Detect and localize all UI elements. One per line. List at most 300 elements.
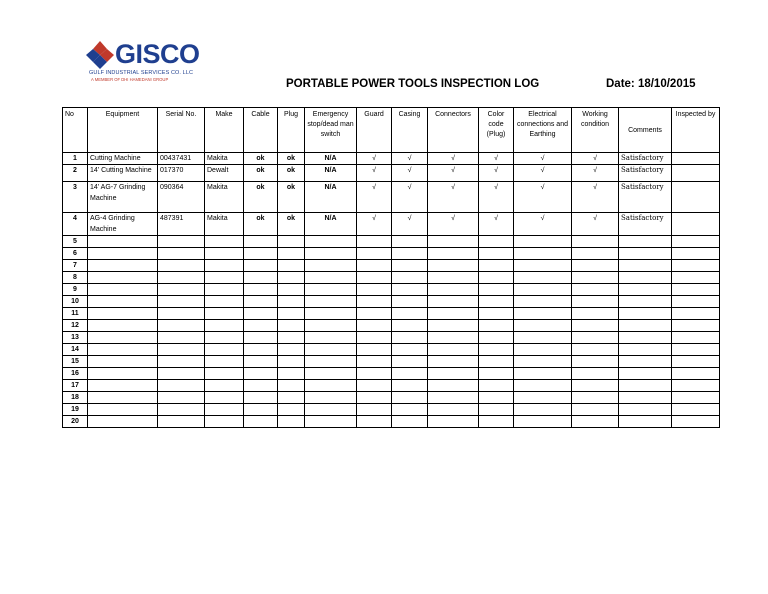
cell-comments[interactable] — [619, 248, 672, 260]
cell-emergency[interactable] — [305, 284, 357, 296]
cell-plug[interactable] — [278, 272, 305, 284]
cell-no: 8 — [63, 272, 88, 284]
cell-inspected[interactable] — [672, 368, 720, 380]
cell-cable[interactable] — [244, 392, 278, 404]
cell-casing[interactable] — [392, 308, 428, 320]
cell-inspected[interactable] — [672, 332, 720, 344]
table-row — [63, 248, 720, 260]
cell-casing[interactable] — [392, 344, 428, 356]
cell-guard[interactable] — [357, 356, 392, 368]
cell-color[interactable] — [479, 380, 514, 392]
cell-emergency: N/A — [305, 153, 357, 165]
cell-serial[interactable] — [158, 404, 205, 416]
cell-comments: Satisfactory — [619, 165, 672, 182]
cell-plug[interactable] — [278, 356, 305, 368]
cell-comments[interactable] — [619, 332, 672, 344]
cell-no: 20 — [63, 416, 88, 428]
cell-color[interactable] — [479, 320, 514, 332]
table-row — [63, 320, 720, 332]
col-comments: Comments — [619, 108, 672, 153]
company-logo — [85, 38, 200, 88]
table-row — [63, 284, 720, 296]
cell-working[interactable] — [572, 284, 619, 296]
cell-no: 1 — [63, 153, 88, 165]
cell-cable[interactable] — [244, 332, 278, 344]
cell-equipment[interactable] — [88, 380, 158, 392]
cell-no: 7 — [63, 260, 88, 272]
cell-plug[interactable] — [278, 236, 305, 248]
cell-make[interactable] — [205, 296, 244, 308]
col-working-condition: Working condition — [572, 108, 619, 153]
cell-casing: √ — [392, 182, 428, 213]
table-row — [63, 416, 720, 428]
table-row — [63, 213, 720, 236]
cell-plug[interactable] — [278, 320, 305, 332]
cell-working[interactable] — [572, 272, 619, 284]
cell-inspected[interactable] — [672, 404, 720, 416]
cell-guard: √ — [357, 182, 392, 213]
cell-make[interactable] — [205, 344, 244, 356]
cell-comments[interactable] — [619, 260, 672, 272]
cell-cable[interactable] — [244, 368, 278, 380]
cell-plug[interactable] — [278, 284, 305, 296]
col-guard: Guard — [357, 108, 392, 153]
cell-serial: 090364 — [158, 182, 205, 213]
cell-make[interactable] — [205, 380, 244, 392]
cell-guard[interactable] — [357, 236, 392, 248]
cell-color[interactable] — [479, 344, 514, 356]
cell-plug: ok — [278, 153, 305, 165]
cell-guard[interactable] — [357, 248, 392, 260]
cell-serial[interactable] — [158, 308, 205, 320]
cell-guard[interactable] — [357, 368, 392, 380]
cell-working[interactable] — [572, 296, 619, 308]
cell-casing[interactable] — [392, 272, 428, 284]
cell-color[interactable] — [479, 356, 514, 368]
cell-color[interactable] — [479, 368, 514, 380]
cell-emergency[interactable] — [305, 416, 357, 428]
cell-comments[interactable] — [619, 284, 672, 296]
cell-plug[interactable] — [278, 296, 305, 308]
cell-no: 4 — [63, 213, 88, 236]
cell-comments[interactable] — [619, 320, 672, 332]
cell-comments[interactable] — [619, 296, 672, 308]
cell-equipment[interactable] — [88, 404, 158, 416]
cell-make: Dewalt — [205, 165, 244, 182]
cell-electrical[interactable] — [514, 380, 572, 392]
cell-plug[interactable] — [278, 404, 305, 416]
cell-cable[interactable] — [244, 248, 278, 260]
cell-emergency[interactable] — [305, 404, 357, 416]
cell-casing[interactable] — [392, 416, 428, 428]
cell-guard[interactable] — [357, 344, 392, 356]
cell-connectors[interactable] — [428, 308, 479, 320]
cell-guard[interactable] — [357, 272, 392, 284]
cell-connectors[interactable] — [428, 260, 479, 272]
cell-working[interactable] — [572, 392, 619, 404]
cell-emergency[interactable] — [305, 260, 357, 272]
cell-serial[interactable] — [158, 368, 205, 380]
cell-color[interactable] — [479, 416, 514, 428]
cell-make[interactable] — [205, 284, 244, 296]
cell-color[interactable] — [479, 236, 514, 248]
cell-working[interactable] — [572, 320, 619, 332]
cell-connectors[interactable] — [428, 284, 479, 296]
cell-guard[interactable] — [357, 380, 392, 392]
cell-equipment[interactable] — [88, 332, 158, 344]
cell-cable: ok — [244, 153, 278, 165]
cell-no: 19 — [63, 404, 88, 416]
cell-electrical[interactable] — [514, 356, 572, 368]
cell-emergency[interactable] — [305, 236, 357, 248]
cell-cable[interactable] — [244, 356, 278, 368]
cell-cable[interactable] — [244, 272, 278, 284]
table-row — [63, 332, 720, 344]
cell-equipment[interactable] — [88, 260, 158, 272]
cell-guard: √ — [357, 153, 392, 165]
cell-make: Makita — [205, 153, 244, 165]
cell-electrical[interactable] — [514, 236, 572, 248]
cell-plug[interactable] — [278, 380, 305, 392]
cell-casing: √ — [392, 165, 428, 182]
cell-working[interactable] — [572, 368, 619, 380]
cell-equipment[interactable] — [88, 320, 158, 332]
cell-cable[interactable] — [244, 284, 278, 296]
cell-emergency: N/A — [305, 213, 357, 236]
cell-working: √ — [572, 213, 619, 236]
cell-comments[interactable] — [619, 236, 672, 248]
cell-serial: 017370 — [158, 165, 205, 182]
cell-electrical[interactable] — [514, 284, 572, 296]
cell-cable[interactable] — [244, 236, 278, 248]
cell-electrical[interactable] — [514, 320, 572, 332]
cell-emergency[interactable] — [305, 272, 357, 284]
cell-serial[interactable] — [158, 320, 205, 332]
cell-connectors[interactable] — [428, 368, 479, 380]
cell-casing: √ — [392, 153, 428, 165]
cell-plug[interactable] — [278, 248, 305, 260]
cell-emergency[interactable] — [305, 380, 357, 392]
cell-connectors[interactable] — [428, 272, 479, 284]
cell-serial[interactable] — [158, 284, 205, 296]
cell-no: 6 — [63, 248, 88, 260]
cell-connectors[interactable] — [428, 392, 479, 404]
cell-connectors: √ — [428, 153, 479, 165]
cell-make[interactable] — [205, 320, 244, 332]
cell-electrical[interactable] — [514, 248, 572, 260]
cell-no: 16 — [63, 368, 88, 380]
cell-emergency[interactable] — [305, 308, 357, 320]
table-row — [63, 272, 720, 284]
cell-casing[interactable] — [392, 236, 428, 248]
cell-working[interactable] — [572, 260, 619, 272]
cell-casing[interactable] — [392, 248, 428, 260]
cell-guard[interactable] — [357, 320, 392, 332]
cell-serial[interactable] — [158, 392, 205, 404]
cell-equipment[interactable] — [88, 416, 158, 428]
cell-casing[interactable] — [392, 392, 428, 404]
col-cable: Cable — [244, 108, 278, 153]
cell-working[interactable] — [572, 236, 619, 248]
cell-electrical[interactable] — [514, 344, 572, 356]
cell-inspected[interactable] — [672, 392, 720, 404]
cell-guard: √ — [357, 213, 392, 236]
cell-equipment[interactable] — [88, 392, 158, 404]
cell-make[interactable] — [205, 356, 244, 368]
cell-comments: Satisfactory — [619, 182, 672, 213]
cell-make[interactable] — [205, 260, 244, 272]
cell-connectors[interactable] — [428, 380, 479, 392]
cell-casing[interactable] — [392, 296, 428, 308]
cell-connectors[interactable] — [428, 320, 479, 332]
logo-name: GISCO — [115, 39, 200, 69]
cell-cable[interactable] — [244, 404, 278, 416]
cell-connectors[interactable] — [428, 332, 479, 344]
cell-working: √ — [572, 153, 619, 165]
col-electrical: Electrical connections and Earthing — [514, 108, 572, 153]
cell-emergency[interactable] — [305, 344, 357, 356]
cell-working[interactable] — [572, 416, 619, 428]
col-casing: Casing — [392, 108, 428, 153]
cell-make[interactable] — [205, 392, 244, 404]
cell-plug[interactable] — [278, 260, 305, 272]
cell-electrical[interactable] — [514, 296, 572, 308]
cell-serial[interactable] — [158, 296, 205, 308]
cell-comments[interactable] — [619, 272, 672, 284]
cell-plug[interactable] — [278, 416, 305, 428]
cell-make[interactable] — [205, 416, 244, 428]
cell-plug[interactable] — [278, 392, 305, 404]
cell-emergency[interactable] — [305, 356, 357, 368]
cell-emergency[interactable] — [305, 320, 357, 332]
cell-color[interactable] — [479, 404, 514, 416]
cell-cable[interactable] — [244, 308, 278, 320]
cell-electrical[interactable] — [514, 332, 572, 344]
cell-serial[interactable] — [158, 356, 205, 368]
cell-inspected[interactable] — [672, 248, 720, 260]
cell-working: √ — [572, 165, 619, 182]
cell-color[interactable] — [479, 296, 514, 308]
cell-guard: √ — [357, 165, 392, 182]
cell-inspected[interactable] — [672, 308, 720, 320]
cell-plug[interactable] — [278, 344, 305, 356]
cell-make[interactable] — [205, 332, 244, 344]
cell-working[interactable] — [572, 308, 619, 320]
cell-electrical[interactable] — [514, 260, 572, 272]
cell-casing[interactable] — [392, 284, 428, 296]
cell-connectors[interactable] — [428, 236, 479, 248]
cell-make[interactable] — [205, 404, 244, 416]
cell-cable[interactable] — [244, 380, 278, 392]
cell-equipment[interactable] — [88, 296, 158, 308]
cell-inspected — [672, 213, 720, 236]
cell-electrical[interactable] — [514, 392, 572, 404]
cell-equipment[interactable] — [88, 236, 158, 248]
cell-color: √ — [479, 182, 514, 213]
cell-guard[interactable] — [357, 260, 392, 272]
cell-equipment: Cutting Machine — [88, 153, 158, 165]
cell-serial[interactable] — [158, 260, 205, 272]
cell-inspected[interactable] — [672, 284, 720, 296]
cell-casing[interactable] — [392, 320, 428, 332]
cell-electrical[interactable] — [514, 416, 572, 428]
table-row — [63, 296, 720, 308]
cell-inspected[interactable] — [672, 356, 720, 368]
cell-equipment[interactable] — [88, 284, 158, 296]
cell-cable[interactable] — [244, 320, 278, 332]
cell-guard[interactable] — [357, 308, 392, 320]
cell-equipment[interactable] — [88, 248, 158, 260]
cell-make: Makita — [205, 213, 244, 236]
cell-cable: ok — [244, 165, 278, 182]
cell-working[interactable] — [572, 248, 619, 260]
cell-electrical[interactable] — [514, 368, 572, 380]
cell-serial[interactable] — [158, 236, 205, 248]
gisco-diamond-icon — [85, 40, 115, 70]
cell-serial[interactable] — [158, 272, 205, 284]
cell-plug[interactable] — [278, 308, 305, 320]
cell-serial[interactable] — [158, 248, 205, 260]
cell-color[interactable] — [479, 308, 514, 320]
cell-electrical[interactable] — [514, 404, 572, 416]
cell-comments[interactable] — [619, 308, 672, 320]
cell-comments[interactable] — [619, 416, 672, 428]
cell-inspected[interactable] — [672, 236, 720, 248]
cell-comments[interactable] — [619, 380, 672, 392]
cell-comments[interactable] — [619, 368, 672, 380]
cell-no: 3 — [63, 182, 88, 213]
cell-serial[interactable] — [158, 332, 205, 344]
cell-casing[interactable] — [392, 368, 428, 380]
cell-make[interactable] — [205, 308, 244, 320]
cell-make[interactable] — [205, 236, 244, 248]
cell-casing[interactable] — [392, 356, 428, 368]
cell-equipment[interactable] — [88, 356, 158, 368]
cell-color[interactable] — [479, 272, 514, 284]
cell-electrical: √ — [514, 213, 572, 236]
cell-inspected[interactable] — [672, 416, 720, 428]
cell-connectors[interactable] — [428, 296, 479, 308]
cell-connectors[interactable] — [428, 404, 479, 416]
cell-color[interactable] — [479, 260, 514, 272]
cell-equipment: 14' AG-7 Grinding Machine — [88, 182, 158, 213]
cell-comments[interactable] — [619, 404, 672, 416]
cell-working[interactable] — [572, 380, 619, 392]
cell-guard[interactable] — [357, 296, 392, 308]
cell-color[interactable] — [479, 284, 514, 296]
cell-inspected[interactable] — [672, 344, 720, 356]
cell-cable[interactable] — [244, 416, 278, 428]
cell-electrical[interactable] — [514, 272, 572, 284]
cell-inspected[interactable] — [672, 380, 720, 392]
logo-tagline: A MEMBER OF DHI HAMEDANI GROUP — [91, 77, 169, 82]
cell-equipment[interactable] — [88, 308, 158, 320]
cell-emergency[interactable] — [305, 332, 357, 344]
cell-emergency[interactable] — [305, 368, 357, 380]
cell-connectors[interactable] — [428, 344, 479, 356]
table-row — [63, 236, 720, 248]
cell-serial[interactable] — [158, 344, 205, 356]
cell-casing[interactable] — [392, 404, 428, 416]
cell-plug[interactable] — [278, 368, 305, 380]
cell-electrical: √ — [514, 182, 572, 213]
cell-plug[interactable] — [278, 332, 305, 344]
cell-inspected[interactable] — [672, 296, 720, 308]
cell-serial[interactable] — [158, 380, 205, 392]
col-color-code: Color code (Plug) — [479, 108, 514, 153]
col-inspected-by: Inspected by — [672, 108, 720, 153]
cell-working[interactable] — [572, 344, 619, 356]
table-header-row — [63, 108, 720, 153]
cell-casing[interactable] — [392, 332, 428, 344]
table-row — [63, 380, 720, 392]
cell-cable: ok — [244, 213, 278, 236]
cell-no: 13 — [63, 332, 88, 344]
cell-inspected[interactable] — [672, 272, 720, 284]
cell-working[interactable] — [572, 404, 619, 416]
cell-connectors: √ — [428, 165, 479, 182]
cell-make[interactable] — [205, 248, 244, 260]
cell-serial[interactable] — [158, 416, 205, 428]
cell-make[interactable] — [205, 272, 244, 284]
cell-guard[interactable] — [357, 392, 392, 404]
cell-no: 11 — [63, 308, 88, 320]
cell-equipment[interactable] — [88, 368, 158, 380]
table-row — [63, 368, 720, 380]
cell-guard[interactable] — [357, 284, 392, 296]
cell-color[interactable] — [479, 392, 514, 404]
cell-emergency[interactable] — [305, 392, 357, 404]
cell-color[interactable] — [479, 248, 514, 260]
cell-make[interactable] — [205, 368, 244, 380]
table-row — [63, 260, 720, 272]
cell-guard[interactable] — [357, 332, 392, 344]
cell-connectors[interactable] — [428, 416, 479, 428]
cell-connectors[interactable] — [428, 248, 479, 260]
cell-electrical: √ — [514, 153, 572, 165]
cell-no: 12 — [63, 320, 88, 332]
cell-casing[interactable] — [392, 380, 428, 392]
cell-color[interactable] — [479, 332, 514, 344]
cell-guard[interactable] — [357, 416, 392, 428]
cell-comments[interactable] — [619, 392, 672, 404]
cell-working[interactable] — [572, 356, 619, 368]
cell-comments[interactable] — [619, 344, 672, 356]
cell-cable[interactable] — [244, 260, 278, 272]
cell-electrical[interactable] — [514, 308, 572, 320]
col-make: Make — [205, 108, 244, 153]
cell-casing[interactable] — [392, 260, 428, 272]
cell-equipment[interactable] — [88, 272, 158, 284]
table-row — [63, 165, 720, 182]
cell-color: √ — [479, 213, 514, 236]
col-no: No — [63, 108, 88, 153]
cell-guard[interactable] — [357, 404, 392, 416]
cell-inspected[interactable] — [672, 260, 720, 272]
cell-equipment[interactable] — [88, 344, 158, 356]
cell-emergency[interactable] — [305, 248, 357, 260]
cell-inspected[interactable] — [672, 320, 720, 332]
cell-no: 5 — [63, 236, 88, 248]
cell-emergency[interactable] — [305, 296, 357, 308]
cell-cable[interactable] — [244, 344, 278, 356]
cell-comments[interactable] — [619, 356, 672, 368]
cell-cable[interactable] — [244, 296, 278, 308]
cell-working[interactable] — [572, 332, 619, 344]
cell-comments: Satisfactory — [619, 153, 672, 165]
col-equipment: Equipment — [88, 108, 158, 153]
cell-connectors[interactable] — [428, 356, 479, 368]
